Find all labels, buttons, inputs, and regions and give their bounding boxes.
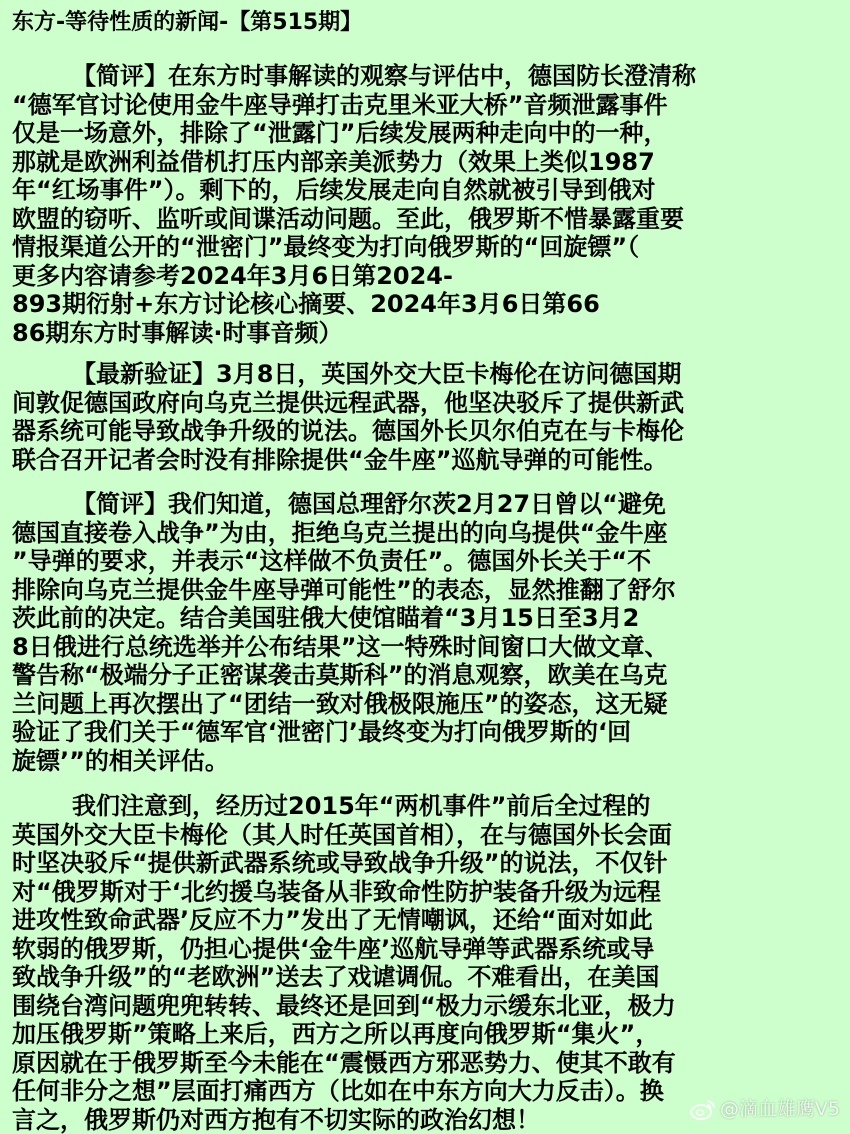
paragraph-line: 年“红场事件”）。剩下的，后续发展走向自然就被引导到俄对 [12, 176, 842, 205]
paragraph-line: 排除向乌克兰提供金牛座导弹可能性”的表态，显然推翻了舒尔 [12, 576, 842, 605]
paragraph-line: 围绕台湾问题兜兜转转、最终还是回到“极力示缓东北亚，极力 [12, 992, 842, 1021]
paragraph-4 [12, 792, 842, 1134]
paragraph-line: ”导弹的要求，并表示“这样做不负责任”。德国外长关于“不 [12, 547, 842, 576]
page-title: 东方-等待性质的新闻-【第515期】 [12, 9, 362, 37]
paragraph-line: 任何非分之想”层面打痛西方（比如在中东方向大力反击）。换 [12, 1077, 842, 1106]
paragraph-line: “德军官讨论使用金牛座导弹打击克里米亚大桥”音频泄露事件 [12, 91, 842, 120]
paragraph-1 [12, 62, 842, 347]
paragraph-line: 兰问题上再次摆出了“团结一致对俄极限施压”的姿态，这无疑 [12, 690, 842, 719]
paragraph-line: 情报渠道公开的“泄密门”最终变为打向俄罗斯的“回旋镖”（ [12, 233, 842, 262]
paragraph-line: 欧盟的窃听、监听或间谍活动问题。至此，俄罗斯不惜暴露重要 [12, 205, 842, 234]
paragraph-line: 英国外交大臣卡梅伦（其人时任英国首相），在与德国外长会面 [12, 821, 842, 850]
paragraph-2 [12, 360, 842, 474]
paragraph-line: 仅是一场意外，排除了“泄露门”后续发展两种走向中的一种， [12, 119, 842, 148]
paragraph-line: 8日俄进行总统选举并公布结果”这一特殊时间窗口大做文章、 [12, 633, 842, 662]
paragraph-line: 86期东方时事解读·时事音频） [12, 319, 842, 348]
paragraph-line: 对“俄罗斯对于‘北约援乌装备从非致命性防护装备升级为远程 [12, 878, 842, 907]
paragraph-line: 【简评】在东方时事解读的观察与评估中，德国防长澄清称 [12, 62, 842, 91]
paragraph-line: 那就是欧洲利益借机打压内部亲美派势力（效果上类似1987 [12, 148, 842, 177]
paragraph-line: 原因就在于俄罗斯至今未能在“震慑西方邪恶势力、使其不敢有 [12, 1049, 842, 1078]
paragraph-line: 进攻性致命武器’反应不力”发出了无情嘲讽，还给“面对如此 [12, 906, 842, 935]
paragraph-line: 893期衍射+东方讨论核心摘要、2024年3月6日第66 [12, 290, 842, 319]
paragraph-line: 言之，俄罗斯仍对西方抱有不切实际的政治幻想！ [12, 1106, 842, 1134]
watermark-text: @滴血雄鹰V5 [720, 1097, 840, 1121]
paragraph-3 [12, 490, 842, 775]
weibo-icon [690, 1098, 716, 1120]
paragraph-line: 致战争升级”的“老欧洲”送去了戏谑调侃。不难看出，在美国 [12, 963, 842, 992]
paragraph-line: 加压俄罗斯”策略上来后，西方之所以再度向俄罗斯“集火”， [12, 1020, 842, 1049]
paragraph-line: 更多内容请参考2024年3月6日第2024- [12, 262, 842, 291]
paragraph-line: 警告称“极端分子正密谋袭击莫斯科”的消息观察，欧美在乌克 [12, 661, 842, 690]
paragraph-line: 【最新验证】3月8日，英国外交大臣卡梅伦在访问德国期 [12, 360, 842, 389]
paragraph-line: 时坚决驳斥“提供新武器系统或导致战争升级”的说法，不仅针 [12, 849, 842, 878]
paragraph-line: 德国直接卷入战争”为由，拒绝乌克兰提出的向乌提供“金牛座 [12, 519, 842, 548]
paragraph-line: 旋镖’”的相关评估。 [12, 747, 842, 776]
paragraph-line: 验证了我们关于“德军官‘泄密门’最终变为打向俄罗斯的‘回 [12, 718, 842, 747]
paragraph-line: 软弱的俄罗斯，仍担心提供‘金牛座’巡航导弹等武器系统或导 [12, 935, 842, 964]
paragraph-line: 【简评】我们知道，德国总理舒尔茨2月27日曾以“避免 [12, 490, 842, 519]
watermark [690, 1097, 840, 1121]
paragraph-line: 茨此前的决定。结合美国驻俄大使馆瞄着“3月15日至3月2 [12, 604, 842, 633]
paragraph-line: 间敦促德国政府向乌克兰提供远程武器，他坚决驳斥了提供新武 [12, 389, 842, 418]
paragraph-line: 我们注意到，经历过2015年“两机事件”前后全过程的 [12, 792, 842, 821]
paragraph-line: 联合召开记者会时没有排除提供“金牛座”巡航导弹的可能性。 [12, 446, 842, 475]
paragraph-line: 器系统可能导致战争升级的说法。德国外长贝尔伯克在与卡梅伦 [12, 417, 842, 446]
